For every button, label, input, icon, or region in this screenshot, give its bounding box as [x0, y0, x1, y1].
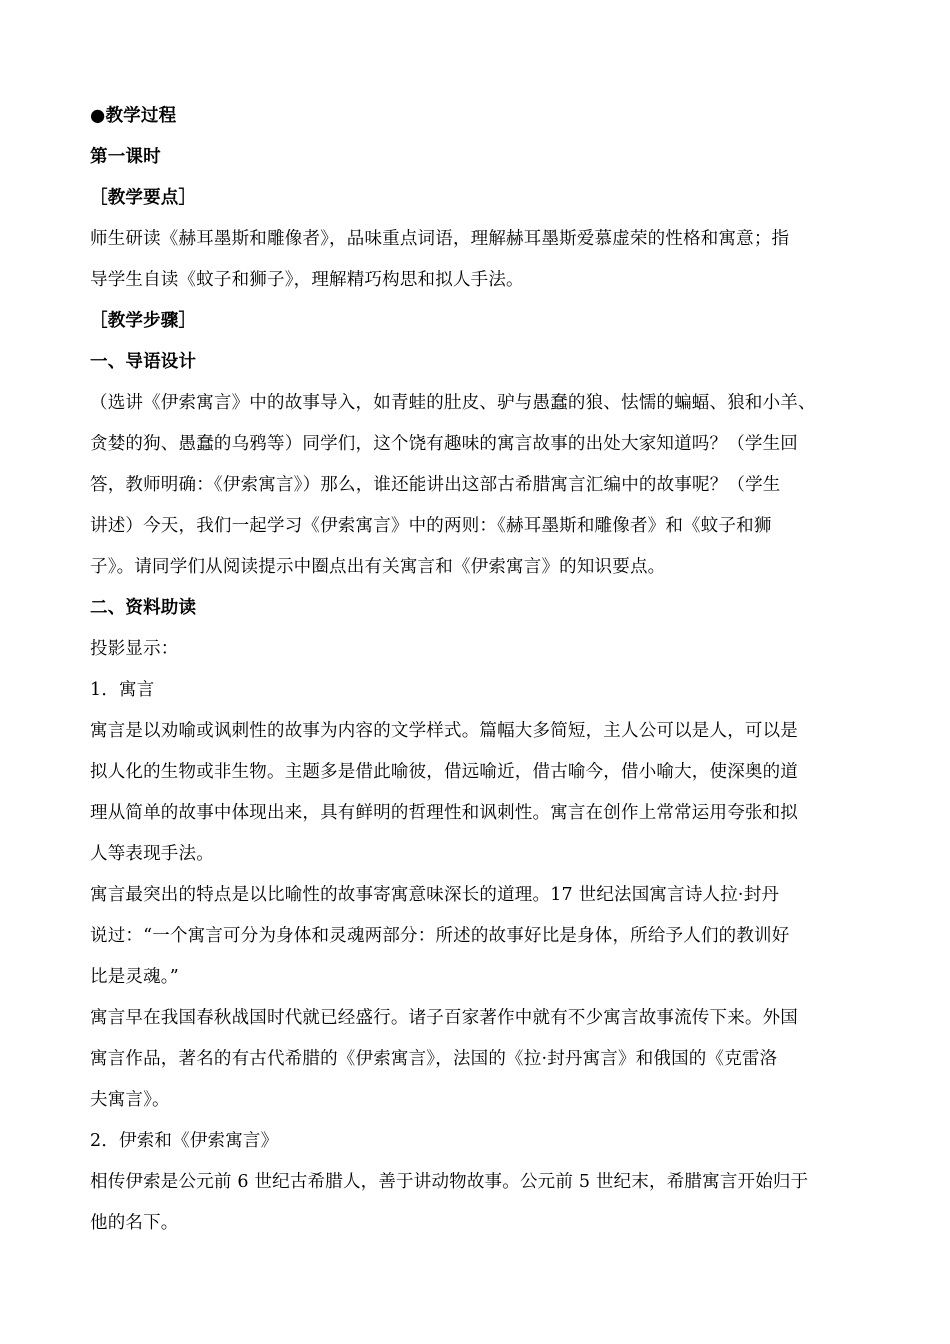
paragraph-line: 贪婪的狗、愚蠢的乌鸦等）同学们，这个饶有趣味的寓言故事的出处大家知道吗？（学生回 [90, 434, 798, 454]
heading-key-points: ［教学要点］ [90, 188, 197, 208]
paragraph-line: 导学生自读《蚊子和狮子》，理解精巧构思和拟人手法。 [90, 270, 524, 290]
key-points-paragraph [90, 219, 870, 301]
paragraph-line: 相传伊索是公元前 6 世纪古希腊人，善于讲动物故事。公元前 5 世纪末，希腊寓言开始归于 [90, 1172, 809, 1192]
heading-material-reading: 二、资料助读 [90, 598, 197, 618]
paragraph-line: 人等表现手法。 [90, 844, 214, 864]
heading-teaching-process: ●教学过程 [90, 106, 177, 126]
item2-title: 2．伊索和《伊索寓言》 [90, 1131, 279, 1151]
intro-paragraph [90, 383, 870, 588]
item1-paragraph-3 [90, 998, 870, 1121]
paragraph-line: 子》。请同学们从阅读提示中圈点出有关寓言和《伊索寓言》的知识要点。 [90, 557, 666, 577]
paragraph-line: 讲述）今天，我们一起学习《伊索寓言》中的两则：《赫耳墨斯和雕像者》和《蚊子和狮 [90, 516, 772, 536]
paragraph-line: 寓言作品，著名的有古代希腊的《伊索寓言》，法国的《拉·封丹寓言》和俄国的《克雷洛 [90, 1049, 778, 1069]
paragraph-line: 师生研读《赫耳墨斯和雕像者》，品味重点词语，理解赫耳墨斯爱慕虚荣的性格和寓意；指 [90, 229, 790, 249]
paragraph-line: 比是灵魂。” [90, 967, 179, 987]
paragraph-line: 他的名下。 [90, 1213, 179, 1233]
item2-paragraph-1 [90, 1162, 870, 1244]
paragraph-line: 夫寓言》。 [90, 1090, 170, 1110]
heading-intro-design: 一、导语设计 [90, 352, 197, 372]
heading-first-lesson: 第一课时 [90, 147, 161, 167]
document-page [90, 96, 870, 1244]
paragraph-line: 答，教师明确：《伊索寓言》）那么，谁还能讲出这部古希腊寓言汇编中的故事呢？（学生 [90, 475, 781, 495]
paragraph-line: 理从简单的故事中体现出来，具有鲜明的哲理性和讽刺性。寓言在创作上常常运用夸张和拟 [90, 803, 798, 823]
paragraph-line: 拟人化的生物或非生物。主题多是借此喻彼，借远喻近，借古喻今，借小喻大，使深奥的道 [90, 762, 798, 782]
heading-teaching-steps: ［教学步骤］ [90, 311, 197, 331]
item1-title: 1．寓言 [90, 680, 155, 700]
projection-label: 投影显示： [90, 639, 179, 659]
item1-paragraph-2 [90, 875, 870, 998]
paragraph-line: 寓言早在我国春秋战国时代就已经盛行。诸子百家著作中就有不少寓言故事流传下来。外国 [90, 1008, 798, 1028]
paragraph-line: 说过：“一个寓言可分为身体和灵魂两部分：所述的故事好比是身体，所给予人们的教训好 [90, 926, 790, 946]
paragraph-line: （选讲《伊索寓言》中的故事导入，如青蛙的肚皮、驴与愚蠢的狼、怯懦的蝙蝠、狼和小羊、 [90, 393, 816, 413]
paragraph-line: 寓言最突出的特点是以比喻性的故事寄寓意味深长的道理。17 世纪法国寓言诗人拉·封丹 [90, 885, 780, 905]
item1-paragraph-1 [90, 711, 870, 875]
paragraph-line: 寓言是以劝喻或讽刺性的故事为内容的文学样式。篇幅大多简短，主人公可以是人，可以是 [90, 721, 798, 741]
